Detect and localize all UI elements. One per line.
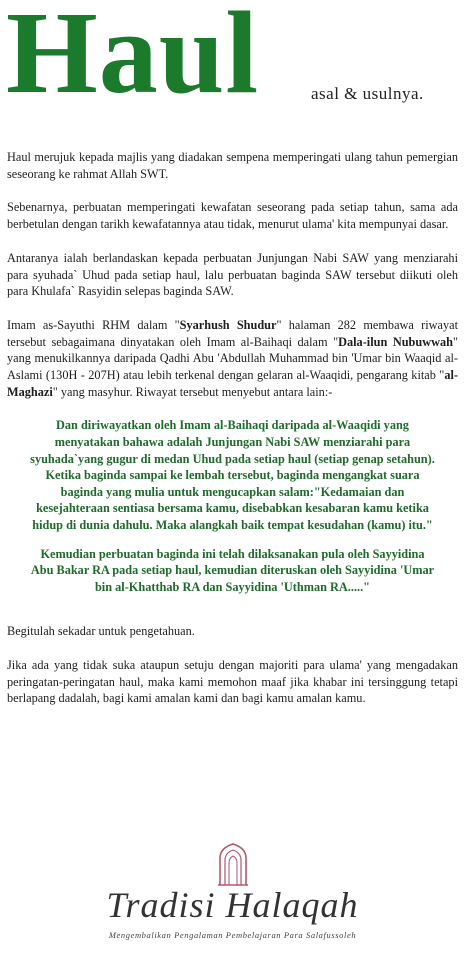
quote-khulafa: Kemudian perbuatan baginda ini telah dilaksanakan pula oleh Sayyidina Abu Bakar RA pada setiap haul, kemudian diteruskan oleh Sayyidina 'Umar bin al-Khatthab RA dan Sayyidina 'Uthman RA....." [30,546,435,594]
paragraph-junjungan: Antaranya ialah berlandaskan kepada perbuatan Junjungan Nabi SAW yang menziarahi para syuhada` Uhud pada setiap haul, lalu perbuatan baginda SAW tersebut diikuti oleh para Khulafa` Rasyidin selepas baginda SAW. [7,250,458,299]
book-title-maghazi: al-Maghazi [7,368,458,399]
arch-icon [217,842,249,886]
imam-text-1: Imam as-Sayuthi RHM dalam " [7,317,180,332]
paragraph-apology: Jika ada yang tidak suka ataupun setuju dengan majoriti para ulama' yang mengadakan peringatan-peringatan haul, maka kami memohon maaf jika khabar ini tersinggung tetapi berlapang dadalah, bagi kami amalan kami dan bagi kamu amalan kamu. [7,658,458,706]
paragraph-intro: Haul merujuk kepada majlis yang diadakan sempena memperingati ulang tahun pemergian seseorang ke rahmat Allah SWT. [7,150,458,181]
imam-text-4: " yang masyhur. Riwayat tersebut menyebut antara lain:- [52,384,333,399]
paragraph-closing: Begitulah sekadar untuk pengetahuan. [7,624,195,639]
imam-text-2: " halaman 282 membawa riwayat tersebut sebagaimana dinyatakan oleh Imam al-Baihaqi dalam " [7,317,458,349]
tradisi-halaqah-logo [0,832,465,952]
imam-text-3: " yang menukilkannya daripada Qadhi Abu 'Abdullah Muhammad bin 'Umar bin Waaqid al-Aslami (130H - 207H) atau lebih terkenal dengan gelaran al-Waaqidi, pengarang kitab " [7,334,458,383]
logo-tagline: Mengembalikan Pengalaman Pembelajaran Para Salafussoleh [108,930,357,940]
header [6,0,461,118]
page-subtitle: asal & usulnya. [311,84,424,103]
article-body [7,149,458,724]
paragraph-dasar: Sebenarnya, perbuatan memperingati kewafatan seseorang pada setiap tahun, sama ada berbetulan dengan tarikh kewafatannya atau tidak, menurut ulama' kita mempunyai dasar. [7,200,458,232]
paragraph-imam [7,317,458,401]
page-title: Haul [6,0,260,118]
logo-name: Tradisi Halaqah [106,885,359,925]
book-title-dala-ilun: Dala-ilun Nubuwwah [338,334,453,349]
book-title-syarhush: Syarhush Shudur [179,317,277,332]
quote-riwayat: Dan diriwayatkan oleh Imam al-Baihaqi daripada al-Waaqidi yang menyatakan bahawa adalah Junjungan Nabi SAW menziarahi para syuhada`yang gugur di medan Uhud pada setiap haul (setiap genap setahun). Ketika baginda sampai ke lembah tersebut, baginda mengangkat suara baginda yang mulia untuk mengucapkan salam:"Kedamaian dan kesejahteraan sentiasa bersama kamu, disebabkan kesabaran kamu ketika hidup di dunia dahulu. Maka alangkah baik tempat kesudahan (kamu) itu." [30,418,435,532]
quote-spacer [7,607,458,623]
